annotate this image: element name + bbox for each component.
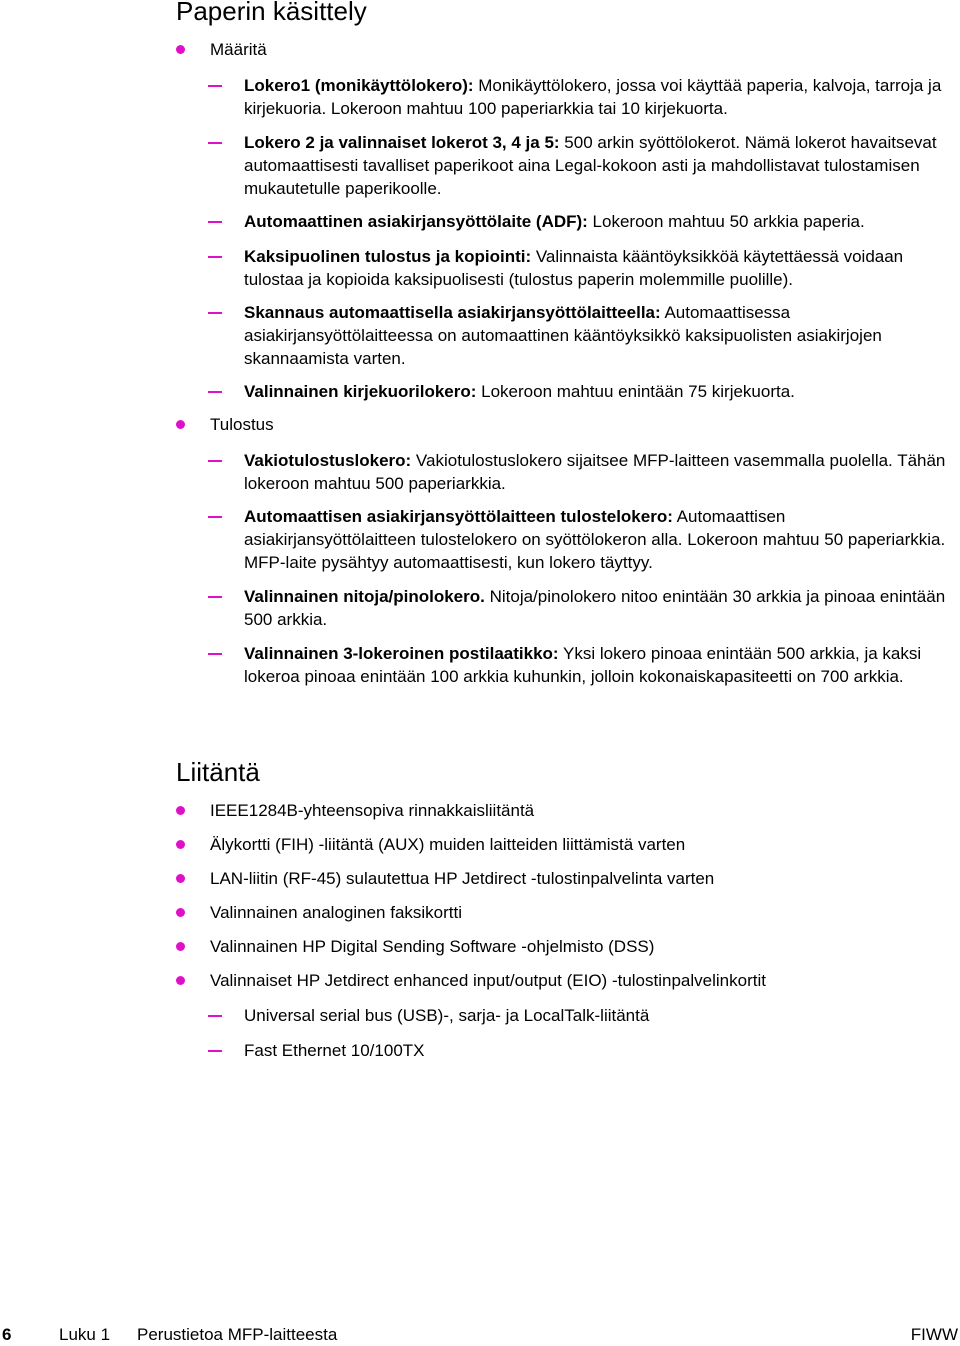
item-description: Automaattisen asiakirjansyöttölaitteen tulostelokero on syöttölokeron alla. Lokeroon mahtuu 50 paperiarkkia. MFP-laite pysähtyy automaattisesti, kun lokero täyttyy.	[244, 507, 946, 572]
list-item-label: Valinnainen HP Digital Sending Software -ohjelmisto (DSS)	[210, 937, 655, 956]
section-heading-interface: Liitäntä	[176, 757, 260, 787]
sub-list-item	[208, 380, 956, 403]
section-heading-paper: Paperin käsittely	[176, 0, 367, 26]
bullet-icon	[176, 806, 185, 815]
item-description: Vakiotulostuslokero sijaitsee MFP-laitteen vasemmalla puolella. Tähän lokeroon mahtuu 500 paperiarkkia.	[244, 451, 946, 493]
item-description: Automaattisessa asiakirjansyöttölaitteessa on automaattinen kääntöyksikkö kaksipuolisten asiakirjojen skannaamista varten.	[244, 303, 882, 368]
list-item-label: Älykortti (FIH) -liitäntä (AUX) muiden laitteiden liittämistä varten	[210, 835, 686, 854]
item-term: Skannaus automaattisella asiakirjansyöttölaitteella:	[244, 303, 661, 322]
bullet-icon	[176, 976, 185, 985]
sub-list-item	[208, 210, 956, 233]
item-term: Lokero 2 ja valinnaiset lokerot 3, 4 ja 5:	[244, 133, 560, 152]
item-term: Lokero1 (monikäyttölokero):	[244, 76, 474, 95]
list-item-label: Tulostus	[210, 415, 274, 434]
item-description: 500 arkin syöttölokerot. Nämä lokerot havaitsevat automaattisesti tavalliset paperikoot aina Legal-kokoon asti ja mahdollistavat tulostamisen mukautetulle paperikoolle.	[244, 133, 937, 198]
item-description: Lokeroon mahtuu enintään 75 kirjekuorta.	[476, 382, 795, 401]
sub-list-item	[208, 131, 956, 200]
sub-list-item	[208, 585, 956, 631]
item-description: Lokeroon mahtuu 50 arkkia paperia.	[587, 212, 865, 231]
dash-icon	[208, 142, 222, 144]
dash-icon	[208, 596, 222, 598]
item-term: Valinnainen nitoja/pinolokero.	[244, 587, 485, 606]
footer-chapter-title: Perustietoa MFP-laitteesta	[137, 1325, 338, 1344]
dash-icon	[208, 256, 222, 258]
list-item-label: Valinnainen analoginen faksikortti	[210, 903, 463, 922]
sub-list-item	[208, 642, 956, 688]
sub-list-item	[208, 1039, 956, 1062]
item-term: Vakiotulostuslokero:	[244, 451, 412, 470]
item-term: Kaksipuolinen tulostus ja kopiointi:	[244, 247, 532, 266]
footer-page-number: 6	[2, 1325, 12, 1344]
dash-icon	[208, 221, 222, 223]
item-term: Automaattinen asiakirjansyöttölaite (ADF):	[244, 212, 588, 231]
item-description: Yksi lokero pinoaa enintään 500 arkkia, ja kaksi lokeroa pinoaa enintään 100 arkkia kuhunkin, jolloin kokonaiskapasiteetti on 700 arkkia.	[244, 644, 922, 686]
footer-lang-code: FIWW	[910, 1325, 958, 1344]
sub-list-item	[208, 245, 956, 291]
footer-chapter: Luku 1	[59, 1325, 111, 1344]
sub-list-item-label: Fast Ethernet 10/100TX	[244, 1041, 425, 1060]
bullet-icon	[176, 45, 185, 54]
sub-list-item	[208, 505, 956, 574]
dash-icon	[208, 653, 222, 655]
sub-list-item	[208, 449, 956, 495]
dash-icon	[208, 1015, 222, 1017]
dash-icon	[208, 460, 222, 462]
dash-icon	[208, 1050, 222, 1052]
dash-icon	[208, 516, 222, 518]
bullet-icon	[176, 420, 185, 429]
dash-icon	[208, 312, 222, 314]
sub-list-item	[208, 74, 956, 120]
list-item-label: Määritä	[210, 40, 267, 59]
list-item-label: Valinnaiset HP Jetdirect enhanced input/output (EIO) -tulostinpalvelinkortit	[210, 971, 766, 990]
item-term: Automaattisen asiakirjansyöttölaitteen tulostelokero:	[244, 507, 673, 526]
list-item-label: LAN-liitin (RF-45) sulautettua HP Jetdirect -tulostinpalvelinta varten	[210, 869, 715, 888]
bullet-icon	[176, 908, 185, 917]
dash-icon	[208, 391, 222, 393]
bullet-icon	[176, 874, 185, 883]
bullet-icon	[176, 840, 185, 849]
item-description: Monikäyttölokero, jossa voi käyttää paperia, kalvoja, tarroja ja kirjekuoria. Lokeroon mahtuu 100 paperiarkkia tai 10 kirjekuorta.	[244, 76, 942, 118]
sub-list-item	[208, 301, 956, 370]
list-item-label: IEEE1284B-yhteensopiva rinnakkaisliitäntä	[210, 801, 535, 820]
bullet-icon	[176, 942, 185, 951]
dash-icon	[208, 85, 222, 87]
item-description: Valinnaista kääntöyksikköä käytettäessä voidaan tulostaa ja kopioida kaksipuolisesti (tulostus paperin molemmille puolille).	[244, 247, 904, 289]
item-term: Valinnainen kirjekuorilokero:	[244, 382, 477, 401]
item-description: Nitoja/pinolokero nitoo enintään 30 arkkia ja pinoaa enintään 500 arkkia.	[244, 587, 946, 629]
item-term: Valinnainen 3-lokeroinen postilaatikko:	[244, 644, 559, 663]
sub-list-item-label: Universal serial bus (USB)-, sarja- ja LocalTalk-liitäntä	[244, 1006, 650, 1025]
sub-list-item	[208, 1004, 956, 1027]
